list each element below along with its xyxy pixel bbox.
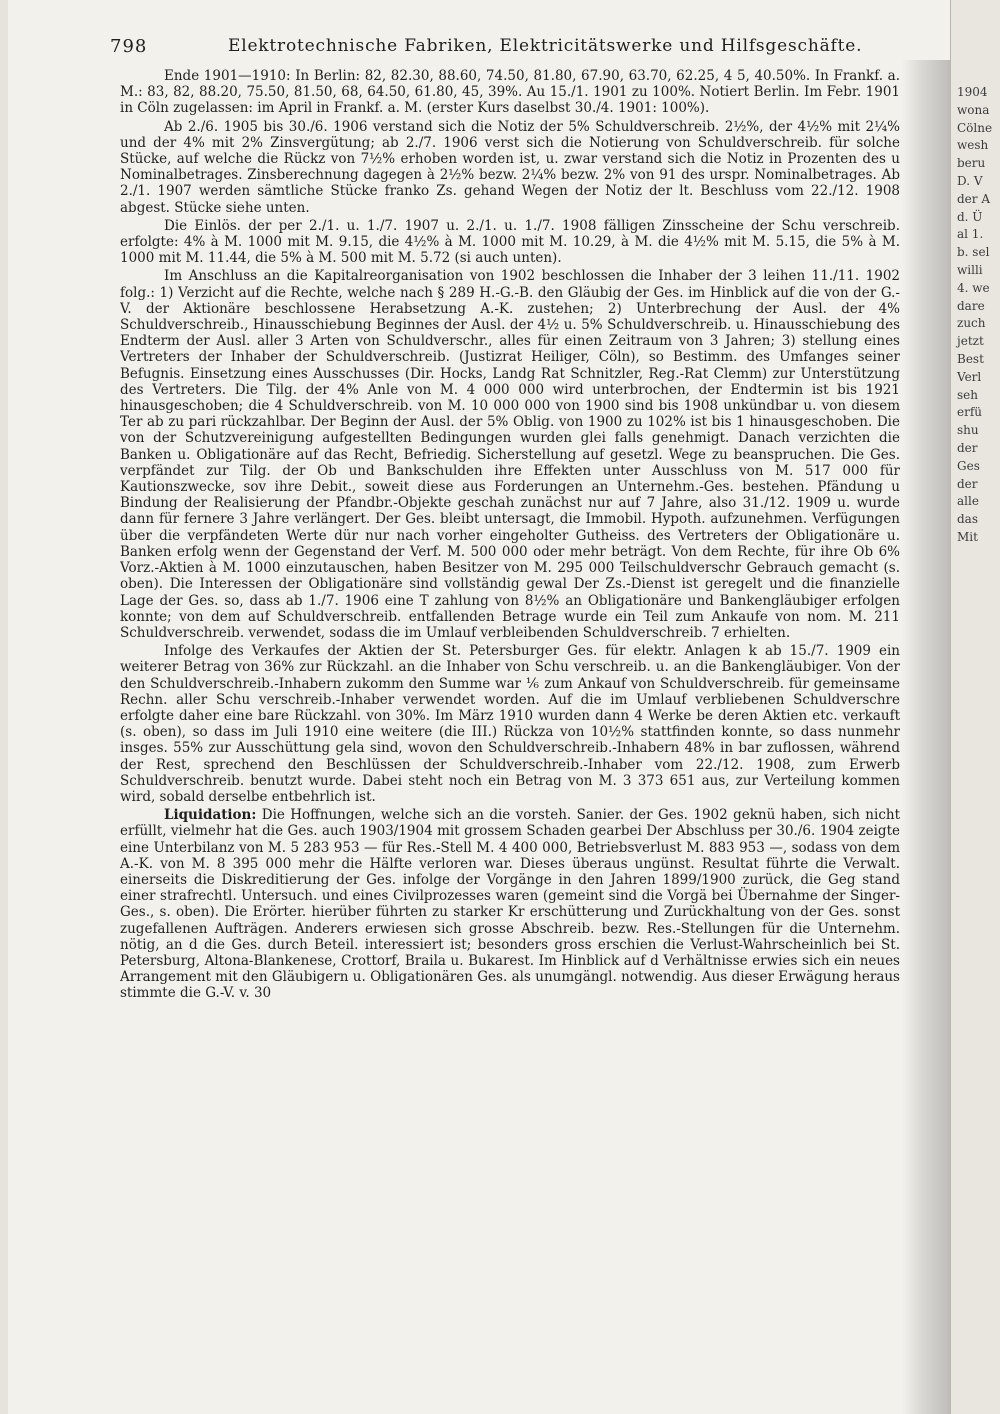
next-page-fragment: 4. we — [957, 280, 990, 295]
next-page-fragment: Verl — [957, 369, 982, 384]
page-edge — [0, 0, 8, 1414]
running-title: Elektrotechnische Fabriken, Elektricitätswerke und Hilfsgeschäfte. — [228, 36, 863, 56]
next-page-fragment: der A — [957, 191, 990, 206]
next-page-fragment: shu — [957, 423, 979, 438]
book-gutter-shadow — [902, 60, 950, 1414]
page-header — [110, 36, 930, 60]
next-page-fragment: Cölne — [957, 120, 993, 135]
paragraph-kapitalreorganisation — [120, 268, 900, 641]
next-page-fragment: der — [957, 440, 978, 455]
next-page-strip — [950, 0, 1000, 1414]
next-page-fragment: zuch — [957, 316, 986, 331]
next-page-fragment: b. sel — [957, 245, 990, 260]
next-page-fragment: der — [957, 476, 978, 491]
next-page-fragment: d. Ü — [957, 209, 983, 224]
paragraph-text: Im Anschluss an die Kapitalreorganisation von 1902 beschlossen die Inhaber der 3 leihen 11./11. 1902 folg.: 1) Verzicht auf die Rechte, welche nach § 289 H.-G.-B. den Gläubig der Ges. im Hinblick auf die von der G.-V. der Aktionäre beschlossene Herabsetzung A.-K. zustehen; 2) Unterbrechung der Ausl. der 4% Schuldverschreib., Hinausschiebung Beginnes der Ausl. der 4½ u. 5% Schuldverschreib. u. Hinausschiebung des Endterm der Ausl. aller 3 Arten von Schuldverschr., alles für einen Zeitraum von 3 Jahren; 3) stellung eines Vertreters der Inhaber der Schuldverschreib. (Justizrat Heiliger, Cöln), so Bestimm. des Umfanges seiner Befugnis. Einsetzung eines Ausschusses (Dir. Hocks, Landg Rat Schnitzler, Reg.-Rat Clemm) zur Unterstützung des Vertreters. Die Tilg. der 4% Anle von M. 4 000 000 wird unterbrochen, der Endtermin ist bis 1921 hinausgeschoben; die 4 Schuldverschreib. von M. 10 000 000 von 1900 sind bis 1908 unkündbar u. von diesem Ter ab zu pari rückzahlbar. Der Beginn der Ausl. der 5% Oblig. von 1900 zu 102% ist bis 1 hinausgeschoben. Die von der Schutzvereinigung aufgestellten Bedingungen wurden glei falls genehmigt. Danach verzichten die Banken u. Obligationäre auf das Recht, Befriedig. Sicherstellung auf gesetzl. Wege zu beanspruchen. Die Ges. verpfändet zur Tilg. der Ob und Bankschulden ihre Effekten unter Ausschluss von M. 517 000 für Kautionszwecke, sov ihre Debit., soweit diese aus Forderungen an Unternehm.-Ges. bestehen. Pfändung u Bindung der Realisierung der Pfandbr.-Objekte geschah zunächst nur auf 7 Jahre, also 31./12. 1909 u. wurde dann für fernere 3 Jahre verlängert. Der Ges. bleibt untersagt, die Immobil. Hypoth. aufzunehmen. Verfügungen über die verpfändeten Werte dür nur nach vorher eingeholter Gutheiss. des Vertreters der Obligationäre u. Banken erfolg wenn der Gegenstand der Verf. M. 500 000 oder mehr beträgt. Von dem Rechte, für ihre Ob 6% Vorz.-Aktien à M. 1000 einzutauschen, haben Besitzer von M. 295 000 Teilschuldverschr Gebrauch gemacht (s. oben). Die Interessen der Obligationäre sind vollständig gewal Der Zs.-Dienst ist geregelt und die finanzielle Lage der Ges. so, dass ab 1./7. 1906 eine T zahlung von 8½% an Obligationäre und Bankengläubiger erfolgen konnte; von dem auf Schuldverschreib. entfallenden Betrage wurde ein Teil zum Ankaufe von nom. M. 211 Schuldverschreib. verwendet, sodass die im Umlauf verbleibenden Schuldverschreib. 7 erhielten. — [120, 268, 900, 641]
page-number: 798 — [110, 36, 148, 57]
section-label-liquidation: Liquidation: — [164, 807, 257, 824]
next-page-fragment-list — [951, 84, 1000, 547]
paragraph-verkauf-aktien — [120, 643, 900, 805]
next-page-fragment: dare — [957, 298, 985, 313]
paragraph-text: Die Hoffnungen, welche sich an die vorsteh. Sanier. der Ges. 1902 geknü haben, sich nicht erfüllt, vielmehr hat die Ges. auch 1903/1904 mit grossem Schaden gearbei Der Abschluss per 30./6. 1904 zeigte eine Unterbilanz von M. 5 283 953 — für Res.-Stell M. 4 400 000, Betriebsverlust M. 883 953 —, sodass von dem A.-K. von M. 8 395 000 mehr die Hälfte verloren war. Dieses überaus ungünst. Resultat führte die Verwalt. einerseits die Diskreditierung der Ges. infolge der Vorgänge in den Jahren 1899/1900 zurück, die Geg stand einer strafrechtl. Untersuch. und eines Civilprozesses waren (gemeint sind die Vorgä bei Übernahme der Singer-Ges., s. oben). Die Erörter. hierüber führten zu starker Kr erschütterung und Zurückhaltung von der Ges. sonst zugefallenen Aufträgen. Anderers erwiesen sich grosse Abschreib. bezw. Res.-Stellungen für die Unternehm. nötig, an d die Ges. durch Beteil. interessiert ist; besonders gross erschien die Verlust-Wahrscheinlich bei St. Petersburg, Altona-Blankenese, Crottorf, Braila u. Bukarest. Im Hinblick auf d Verhältnisse erwies sich ein neues Arrangement mit den Gläubigern u. Obligationären Ges. als unumgängl. notwendig. Aus dieser Erwägung heraus stimmte die G.-V. v. 30 — [120, 807, 900, 1002]
next-page-fragment: alle — [957, 494, 979, 509]
next-page-fragment: erfü — [957, 405, 983, 420]
next-page-fragment: beru — [957, 156, 986, 171]
next-page-fragment: seh — [957, 387, 978, 402]
paragraph-kursentwicklung — [120, 68, 900, 117]
next-page-fragment: Mit — [957, 529, 978, 544]
next-page-fragment: das — [957, 512, 978, 527]
next-page-fragment: jetzt — [957, 334, 984, 349]
paragraph-text: Ende 1901—1910: In Berlin: 82, 82.30, 88.60, 74.50, 81.80, 67.90, 63.70, 62.25, 4 5, 40.50%. In Frankf. a. M.: 83, 82, 88.20, 75.50, 81.50, 68, 64.50, 61.80, 45, 39%. Au 15./1. 1901 zu 100%. Notiert Berlin. Im Febr. 1901 in Cöln zugelassen: im April in Frankf. a. M. (erster Kurs daselbst 30./4. 1901: 100%). — [120, 68, 900, 117]
paragraph-einloesung — [120, 218, 900, 267]
main-text-column — [120, 68, 900, 1398]
paragraph-liquidation — [120, 807, 900, 1001]
paragraph-text: Die Einlös. der per 2./1. u. 1./7. 1907 u. 2./1. u. 1./7. 1908 fälligen Zinsscheine der Schu verschreib. erfolgte: 4% à M. 1000 mit M. 9.15, die 4½% à M. 1000 mit M. 10.29, à M. die 4½% mit M. 5.15, die 5% à M. 1000 mit M. 11.44, die 5% à M. 500 mit M. 5.72 (si auch unten). — [120, 217, 900, 267]
next-page-fragment: Best — [957, 351, 984, 366]
paragraph-notiz — [120, 119, 900, 216]
next-page-fragment: 1904 — [957, 85, 988, 99]
next-page-fragment: willi — [957, 262, 983, 277]
paragraph-text: Infolge des Verkaufes der Aktien der St. Petersburger Ges. für elektr. Anlagen k ab 15./7. 1909 ein weiterer Betrag von 36% zur Rückzahl. an die Inhaber von Schu verschreib. u. an die Bankengläubiger. Von der den Schuldverschreib.-Inhabern zukomm den Summe war ⅙ zum Ankauf von Schuldverschreib. für gemeinsame Rechn. aller Schu verschreib.-Inhaber verwendet worden. Auf die im Umlauf verbliebenen Schuldverschre erfolgte daher eine bare Rückzahl. von 30%. Im März 1910 wurden dann 4 Werke be deren Aktien etc. verkauft (s. oben), so dass im Juli 1910 eine weitere (die III.) Rückza von 10½% stattfinden konnte, so dass nunmehr insges. 55% zur Ausschüttung gela sind, wovon den Schuldverschreib.-Inhabern 48% in bar zuflossen, während der Rest, sprechend den Beschlüssen der Schuldverschreib.-Inhaber vom 22./12. 1908, zum Erwerb Schuldverschreib. benutzt wurde. Dabei steht noch ein Betrag von M. 3 373 651 aus, zur Verteilung kommen wird, sobald derselbe entbehrlich ist. — [120, 643, 900, 805]
next-page-fragment: al 1. — [957, 227, 984, 242]
next-page-fragment: wona — [957, 102, 990, 117]
paragraph-text: Ab 2./6. 1905 bis 30./6. 1906 verstand sich die Notiz der 5% Schuldverschreib. 2½%, der 4½% mit 2¼% und der 4% mit 2% Zinsvergütung; ab 2./7. 1906 verst sich die Notierung von Schuldverschreib. für solche Stücke, auf welche die Rückz von 7½% erhoben worden ist, u. zwar verstand sich die Notiz in Prozenten des u Nominalbetrages. Zinsberechnung dagegen à 2½% bezw. 2¼% bezw. 2% von 91 des urspr. Nominalbetrages. Ab 2./1. 1907 werden sämtliche Stücke franko Zs. gehand Wegen der Notiz der lt. Beschluss vom 22./12. 1908 abgest. Stücke siehe unten. — [120, 118, 900, 216]
next-page-fragment: wesh — [957, 138, 989, 153]
next-page-fragment: D. V — [957, 173, 983, 188]
next-page-fragment: Ges — [957, 458, 980, 473]
